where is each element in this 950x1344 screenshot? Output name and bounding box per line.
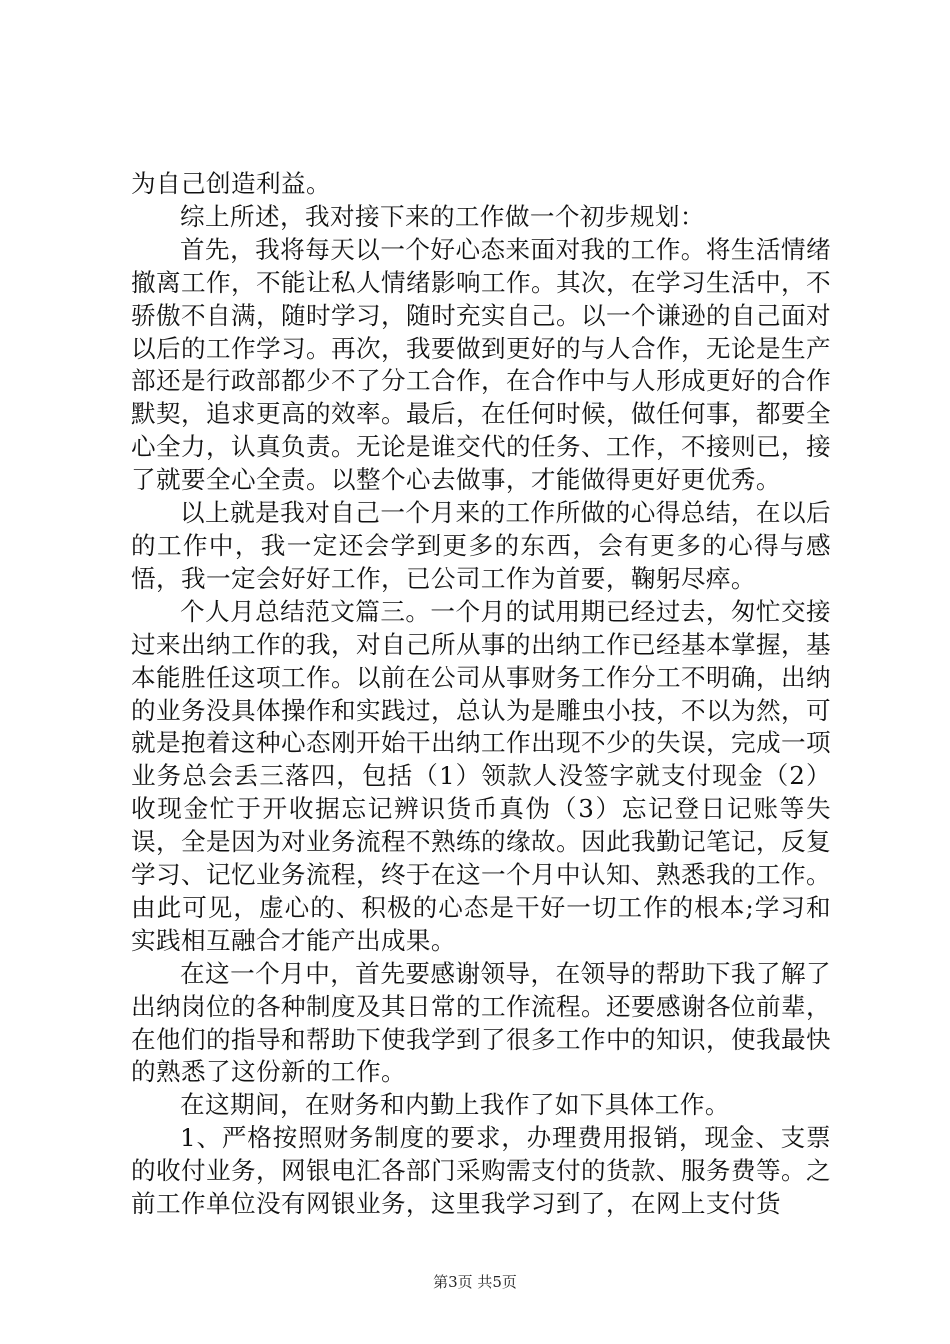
paragraph: 以上就是我对自己一个月来的工作所做的心得总结，在以后的工作中，我一定还会学到更多的东西，会有更多的心得与感悟，我一定会好好工作，已公司工作为首要，鞠躬尽瘁。 — [131, 498, 831, 593]
paragraph: 在这一个月中，首先要感谢领导，在领导的帮助下我了解了出纳岗位的各种制度及其日常的工作流程。还要感谢各位前辈，在他们的指导和帮助下使我学到了很多工作中的知识，使我最快的熟悉了这份新的工作。 — [131, 958, 831, 1087]
page-number-footer: 第3页 共5页 — [433, 1273, 517, 1291]
paragraph: 个人月总结范文篇三。一个月的试用期已经过去，匆忙交接过来出纳工作的我，对自己所从事的出纳工作已经基本掌握，基本能胜任这项工作。以前在公司从事财务工作分工不明确，出纳的业务没具体操作和实践过，总认为是雕虫小技，不以为然，可就是抱着这种心态刚开始干出纳工作出现不少的失误，完成一项业务总会丢三落四，包括（1）领款人没签字就支付现金（2）收现金忙于开收据忘记辨识货币真伪（3）忘记登日记账等失误，全是因为对业务流程不熟练的缘故。因此我勤记笔记，反复学习、记忆业务流程，终于在这一个月中认知、熟悉我的工作。由此可见，虚心的、积极的心态是干好一切工作的根本;学习和实践相互融合才能产出成果。 — [131, 596, 831, 955]
paragraph: 在这期间，在财务和内勤上我作了如下具体工作。 — [180, 1090, 730, 1120]
document-body — [131, 168, 831, 1221]
paragraph: 为自己创造利益。 — [131, 169, 331, 198]
paragraph: 首先，我将每天以一个好心态来面对我的工作。将生活情绪撤离工作，不能让私人情绪影响工作。其次，在学习生活中，不骄傲不自满，随时学习，随时充实自己。以一个谦逊的自己面对以后的工作学习。再次，我要做到更好的与人合作，无论是生产部还是行政部都少不了分工合作，在合作中与人形成更好的合作默契，追求更高的效率。最后，在任何时候，做任何事，都要全心全力，认真负责。无论是谁交代的任务、工作，不接则已，接了就要全心全责。以整个心去做事，才能做得更好更优秀。 — [131, 234, 831, 495]
paragraph: 综上所述，我对接下来的工作做一个初步规划： — [180, 201, 705, 231]
paragraph: 1、严格按照财务制度的要求，办理费用报销，现金、支票的收付业务，网银电汇各部门采购需支付的货款、服务费等。之前工作单位没有网银业务，这里我学习到了，在网上支付货 — [131, 1123, 831, 1219]
